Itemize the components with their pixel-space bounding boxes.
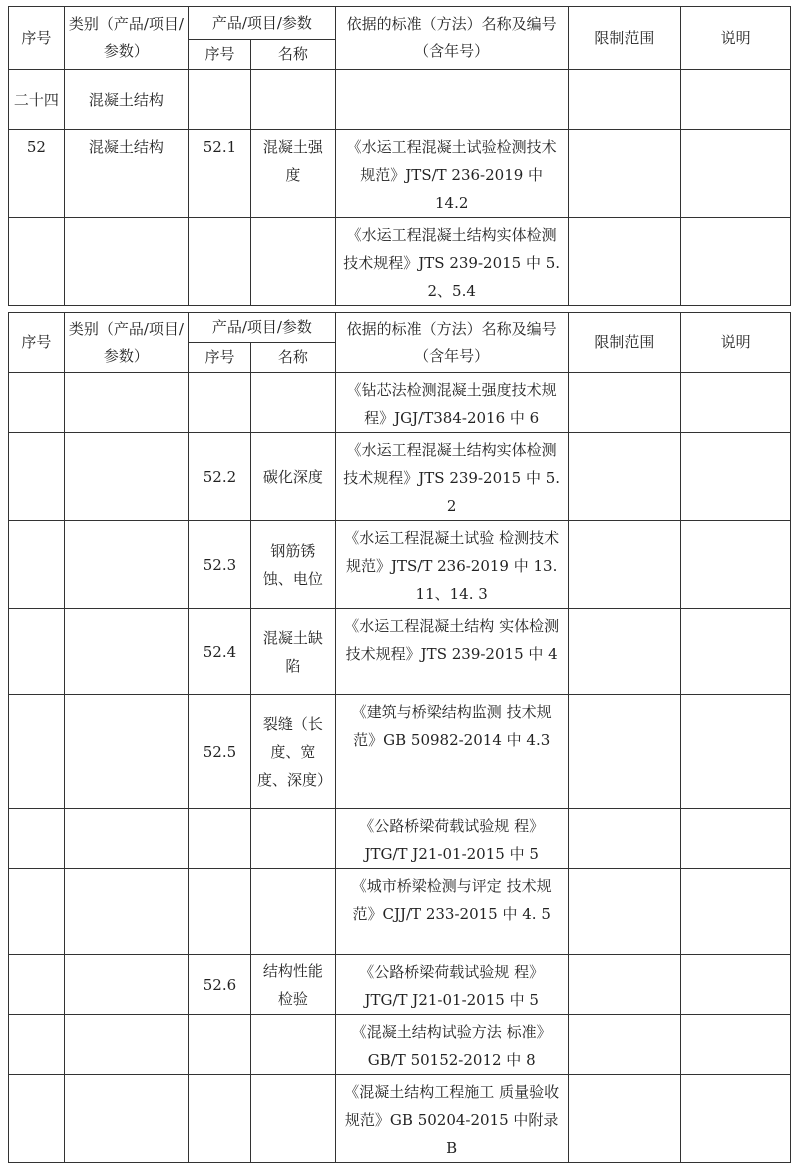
row-name xyxy=(251,373,336,433)
row-sub-seq xyxy=(188,218,250,306)
row-name: 混凝土缺 陷 xyxy=(251,609,336,695)
row-standard: 《公路桥梁荷载试验规 程》JTG/T J21-01-2015 中 5 xyxy=(335,809,568,869)
row-note xyxy=(681,70,791,130)
row-note xyxy=(681,218,791,306)
header-sub-seq: 序号 xyxy=(188,40,250,70)
row-sub-seq xyxy=(188,1015,250,1075)
row-name xyxy=(251,70,336,130)
header-limit: 限制范围 xyxy=(568,7,681,70)
row-standard: 《水运工程混凝土试验 检测技术规范》JTS/T 236-2019 中 13. 11、14. 3 xyxy=(335,521,568,609)
row-standard xyxy=(335,70,568,130)
row-name xyxy=(251,218,336,306)
table-row xyxy=(9,373,791,433)
row-sub-seq xyxy=(188,373,250,433)
row-standard: 《水运工程混凝土结构实体检测技术规程》JTS 239-2015 中 5. 2 xyxy=(335,433,568,521)
row-sub-seq: 52.2 xyxy=(188,433,250,521)
row-note xyxy=(681,130,791,218)
header-note: 说明 xyxy=(681,7,791,70)
row-category: 混凝土结构 xyxy=(64,70,188,130)
row-standard: 《混凝土结构工程施工 质量验收规范》GB 50204-2015 中附录 B xyxy=(335,1075,568,1163)
standards-table-1 xyxy=(8,6,791,306)
row-name xyxy=(251,1075,336,1163)
table-row xyxy=(9,955,791,1015)
row-name: 钢筋锈蚀、电位 xyxy=(251,521,336,609)
table-row xyxy=(9,1075,791,1163)
row-name: 碳化深度 xyxy=(251,433,336,521)
standards-table-2 xyxy=(8,312,791,1163)
row-standard: 《水运工程混凝土结构实体检测技术规程》JTS 239-2015 中 5. 2、5.4 xyxy=(335,218,568,306)
row-category xyxy=(64,218,188,306)
row-limit xyxy=(568,130,681,218)
table-row xyxy=(9,521,791,609)
table-row xyxy=(9,1015,791,1075)
header-category: 类别（产品/项目/参数） xyxy=(64,313,188,373)
row-standard: 《公路桥梁荷载试验规 程》JTG/T J21-01-2015 中 5 xyxy=(335,955,568,1015)
header-note: 说明 xyxy=(681,313,791,373)
row-limit xyxy=(568,70,681,130)
header-seq: 序号 xyxy=(9,313,65,373)
header-limit: 限制范围 xyxy=(568,313,681,373)
row-standard: 《钻芯法检测混凝土强度技术规程》JGJ/T384-2016 中 6 xyxy=(335,373,568,433)
header-standard: 依据的标准（方法）名称及编号（含年号） xyxy=(335,7,568,70)
row-seq: 52 xyxy=(9,130,65,218)
table-row xyxy=(9,218,791,306)
row-sub-seq: 52.1 xyxy=(188,130,250,218)
header-seq: 序号 xyxy=(9,7,65,70)
row-sub-seq: 52.6 xyxy=(188,955,250,1015)
table-row xyxy=(9,695,791,809)
row-sub-seq xyxy=(188,70,250,130)
row-standard: 《建筑与桥梁结构监测 技术规范》GB 50982-2014 中 4.3 xyxy=(335,695,568,809)
row-category: 混凝土结构 xyxy=(64,130,188,218)
row-standard: 《混凝土结构试验方法 标准》GB/T 50152-2012 中 8 xyxy=(335,1015,568,1075)
row-sub-seq: 52.4 xyxy=(188,609,250,695)
header-standard: 依据的标准（方法）名称及编号（含年号） xyxy=(335,313,568,373)
row-name xyxy=(251,1015,336,1075)
table-row xyxy=(9,809,791,869)
header-product-group: 产品/项目/参数 xyxy=(188,7,335,40)
row-name: 裂缝（长度、宽度、深度） xyxy=(251,695,336,809)
row-name: 混凝土强 度 xyxy=(251,130,336,218)
header-sub-name: 名称 xyxy=(251,343,336,373)
table-row xyxy=(9,70,791,130)
row-seq: 二十四 xyxy=(9,70,65,130)
table-row xyxy=(9,609,791,695)
row-sub-seq xyxy=(188,1075,250,1163)
header-product-group: 产品/项目/参数 xyxy=(188,313,335,343)
row-standard: 《水运工程混凝土结构 实体检测技术规程》JTS 239-2015 中 4 xyxy=(335,609,568,695)
row-name xyxy=(251,809,336,869)
table-row xyxy=(9,433,791,521)
row-standard: 《城市桥梁检测与评定 技术规范》CJJ/T 233-2015 中 4. 5 xyxy=(335,869,568,955)
row-name xyxy=(251,869,336,955)
row-name: 结构性能检验 xyxy=(251,955,336,1015)
row-seq xyxy=(9,218,65,306)
row-limit xyxy=(568,218,681,306)
row-sub-seq xyxy=(188,809,250,869)
row-standard: 《水运工程混凝土试验检测技术规范》JTS/T 236-2019 中 14.2 xyxy=(335,130,568,218)
table-row xyxy=(9,869,791,955)
header-sub-name: 名称 xyxy=(251,40,336,70)
header-sub-seq: 序号 xyxy=(188,343,250,373)
table-row xyxy=(9,130,791,218)
row-sub-seq xyxy=(188,869,250,955)
header-category: 类别（产品/项目/参数） xyxy=(64,7,188,70)
row-sub-seq: 52.5 xyxy=(188,695,250,809)
row-sub-seq: 52.3 xyxy=(188,521,250,609)
